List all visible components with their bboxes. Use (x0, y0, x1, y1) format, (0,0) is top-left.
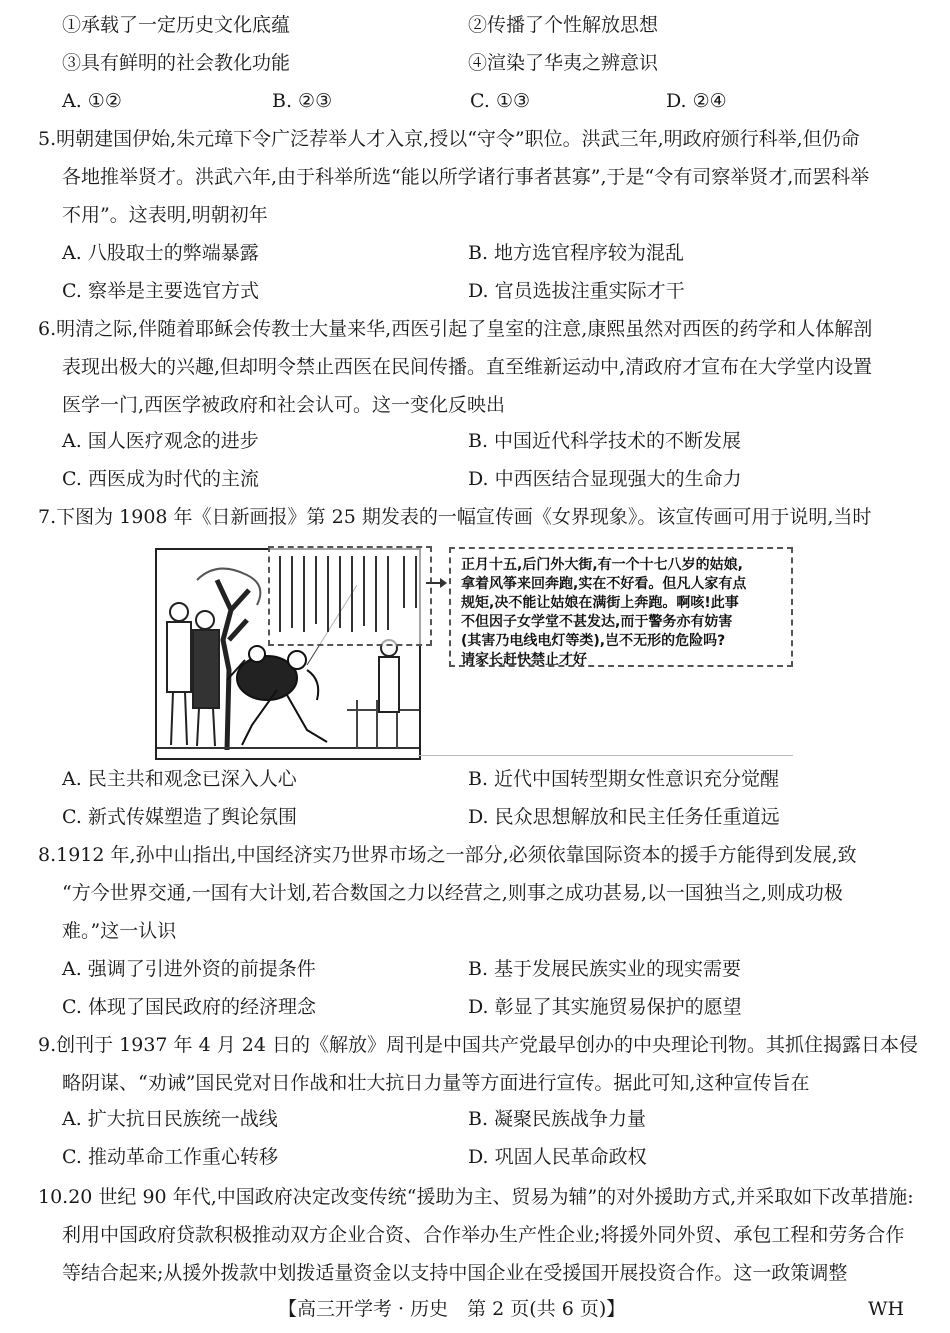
q5-option-a[interactable]: A. 八股取士的弊端暴露 (62, 242, 259, 264)
q6-option-c[interactable]: C. 西医成为时代的主流 (62, 468, 259, 490)
figure-divider (418, 755, 793, 756)
q4-statement-2: ②传播了个性解放思想 (468, 14, 659, 36)
cartoon-translation-box (449, 547, 793, 667)
q6-stem-line-3: 医学一门,西医学被政府和社会认可。这一变化反映出 (62, 394, 506, 416)
q6-option-d[interactable]: D. 中西医结合显现强大的生命力 (468, 468, 742, 490)
caption-script-lines (270, 548, 426, 640)
q9-option-d[interactable]: D. 巩固人民革命政权 (468, 1146, 647, 1168)
footer-code: WH (868, 1298, 905, 1320)
callout-line-4: 不但因子女学堂不甚发达,而于警务亦有妨害 (461, 614, 733, 630)
callout-line-3: 规矩,决不能让姑娘在满街上奔跑。啊咳!此事 (461, 595, 739, 611)
arrow-right-icon (426, 576, 448, 590)
q6-option-b[interactable]: B. 中国近代科学技术的不断发展 (468, 430, 742, 452)
q4-option-c[interactable]: C. ①③ (470, 90, 531, 112)
q9-stem-line-1: 9.创刊于 1937 年 4 月 24 日的《解放》周刊是中国共产党最早创办的中央理论刊物。其抓住揭露日本侵 (38, 1034, 918, 1056)
q8-option-c[interactable]: C. 体现了国民政府的经济理念 (62, 996, 316, 1018)
q9-option-b[interactable]: B. 凝聚民族战争力量 (468, 1108, 647, 1130)
q4-statement-4: ④渲染了华夷之辨意识 (468, 52, 659, 74)
q6-stem-line-2: 表现出极大的兴趣,但却明令禁止西医在民间传播。直至维新运动中,清政府才宣布在大学堂内设置 (62, 356, 873, 378)
callout-line-6: 请家长赶快禁止才好 (461, 652, 587, 668)
q9-option-c[interactable]: C. 推动革命工作重心转移 (62, 1146, 278, 1168)
q6-option-a[interactable]: A. 国人医疗观念的进步 (62, 430, 259, 452)
callout-line-1: 正月十五,后门外大街,有一个十七八岁的姑娘, (461, 557, 743, 573)
q5-stem-line-2: 各地推举贤才。洪武六年,由于科举所选“能以所学诸行事者甚寡”,于是“令有司察举贤才,而罢科举 (62, 166, 870, 188)
q6-stem-line-1: 6.明清之际,伴随着耶稣会传教士大量来华,西医引起了皇室的注意,康熙虽然对西医的药学和人体解剖 (38, 318, 873, 340)
q9-stem-line-2: 略阴谋、“劝诫”国民党对日作战和壮大抗日力量等方面进行宣传。据此可知,这种宣传旨在 (62, 1072, 810, 1094)
q4-statement-1: ①承载了一定历史文化底蕴 (62, 14, 291, 36)
page-footer: 【高三开学考 · 历史 第 2 页(共 6 页)】 (278, 1298, 626, 1320)
q7-option-a[interactable]: A. 民主共和观念已深入人心 (62, 768, 297, 790)
q8-option-d[interactable]: D. 彰显了其实施贸易保护的愿望 (468, 996, 742, 1018)
q5-option-b[interactable]: B. 地方选官程序较为混乱 (468, 242, 685, 264)
q5-option-c[interactable]: C. 察举是主要选官方式 (62, 280, 259, 302)
cartoon-caption-box (268, 546, 432, 646)
q4-option-d[interactable]: D. ②④ (666, 90, 727, 112)
callout-line-2: 拿着风筝来回奔跑,实在不好看。但凡人家有点 (461, 576, 747, 592)
q4-statement-3: ③具有鲜明的社会教化功能 (62, 52, 291, 74)
q7-option-d[interactable]: D. 民众思想解放和民主任务任重道远 (468, 806, 780, 828)
q7-option-b[interactable]: B. 近代中国转型期女性意识充分觉醒 (468, 768, 780, 790)
q10-stem-line-2: 利用中国政府贷款积极推动双方企业合资、合作举办生产性企业;将援外同外贸、承包工程和劳务合作 (62, 1224, 905, 1246)
q8-option-b[interactable]: B. 基于发展民族实业的现实需要 (468, 958, 742, 980)
q5-option-d[interactable]: D. 官员选拔注重实际才干 (468, 280, 685, 302)
q8-stem-line-1: 8.1912 年,孙中山指出,中国经济实乃世界市场之一部分,必须依靠国际资本的援手方能得到发展,致 (38, 844, 857, 866)
q4-option-b[interactable]: B. ②③ (272, 90, 333, 112)
q8-stem-line-3: 难。”这一认识 (62, 920, 177, 942)
q10-stem-line-3: 等结合起来;从援外拨款中划拨适量资金以支持中国企业在受援国开展投资合作。这一政策调整 (62, 1262, 848, 1284)
callout-line-5: (其害乃电线电灯等类),岂不无形的危险吗? (461, 633, 726, 649)
q8-option-a[interactable]: A. 强调了引进外资的前提条件 (62, 958, 316, 980)
q5-stem-line-3: 不用”。这表明,明朝初年 (62, 204, 268, 226)
q10-stem-line-1: 10.20 世纪 90 年代,中国政府决定改变传统“援助为主、贸易为辅”的对外援助方式,并采取如下改革措施: (38, 1186, 914, 1208)
q9-option-a[interactable]: A. 扩大抗日民族统一战线 (62, 1108, 278, 1130)
q7-stem-line-1: 7.下图为 1908 年《日新画报》第 25 期发表的一幅宣传画《女界现象》。该宣传画可用于说明,当时 (38, 506, 872, 528)
q5-stem-line-1: 5.明朝建国伊始,朱元璋下令广泛荐举人才入京,授以“守令”职位。洪武三年,明政府颁行科举,但仍命 (38, 128, 860, 150)
q4-option-a[interactable]: A. ①② (62, 90, 122, 112)
q7-option-c[interactable]: C. 新式传媒塑造了舆论氛围 (62, 806, 297, 828)
q8-stem-line-2: “方今世界交通,一国有大计划,若合数国之力以经营之,则事之成功甚易,以一国独当之,则成功极 (62, 882, 843, 904)
